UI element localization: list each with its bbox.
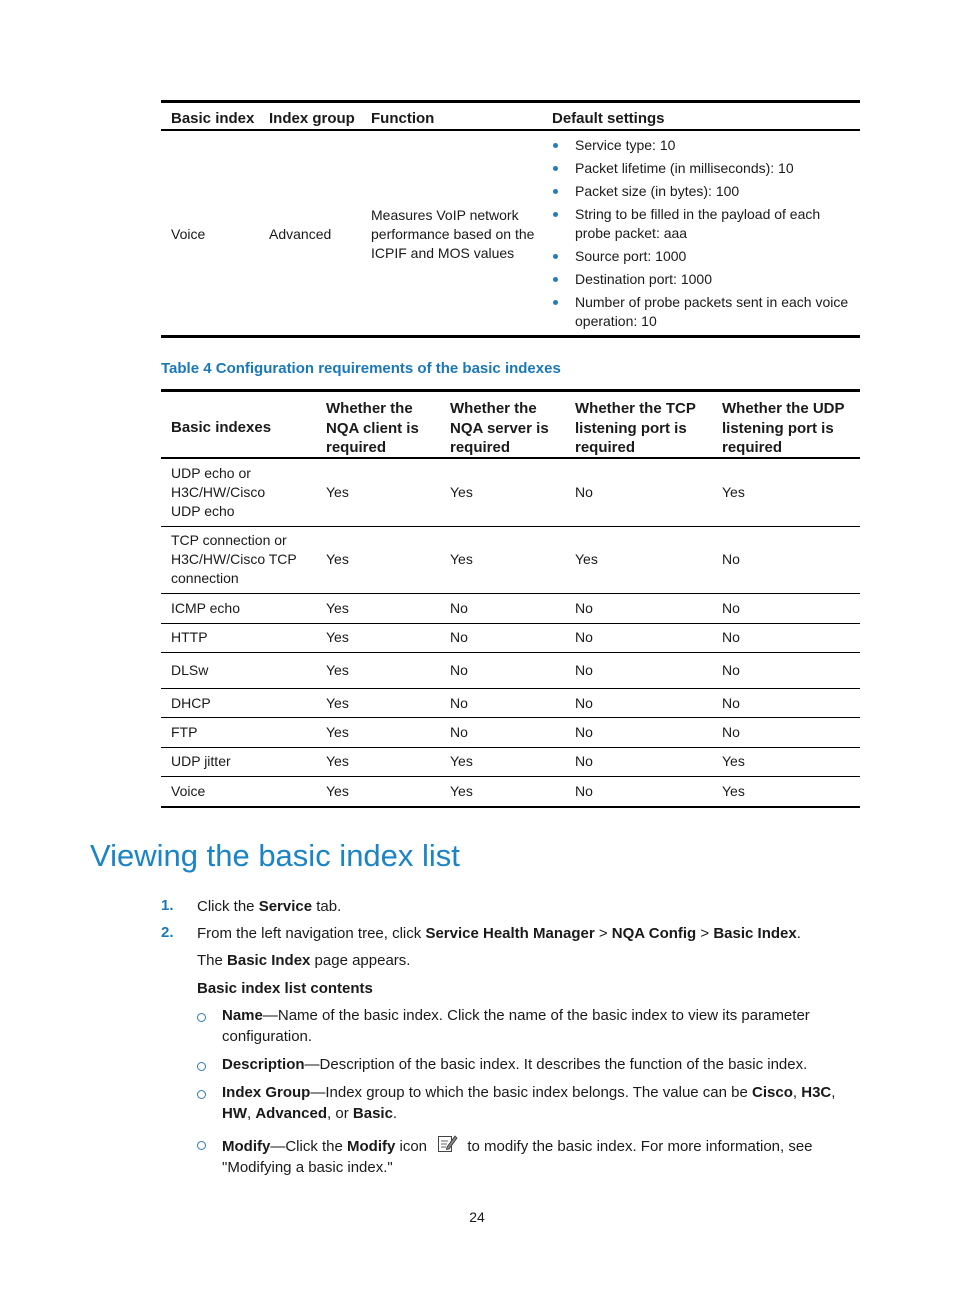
- cell-udp: No: [722, 629, 740, 645]
- cell-server: Yes: [450, 484, 473, 500]
- t2-header-server: Whether the NQA server is required: [450, 400, 549, 456]
- cell-server: No: [450, 662, 468, 678]
- list-item-name: Name—Name of the basic index. Click the name of the basic index to view its parameter configuration.: [222, 1007, 810, 1045]
- function-line: Measures VoIP network: [371, 207, 519, 223]
- cell-server: Yes: [450, 783, 473, 799]
- step-number: 1.: [161, 897, 174, 914]
- row-divider: [161, 717, 860, 718]
- cell-udp: Yes: [722, 753, 745, 769]
- cell-client: Yes: [326, 629, 349, 645]
- bullet-icon: [553, 300, 558, 305]
- cell-client: Yes: [326, 724, 349, 740]
- t2-header-tcp: Whether the TCP listening port is required: [575, 400, 696, 456]
- cell-udp: Yes: [722, 484, 745, 500]
- cell-tcp: Yes: [575, 551, 598, 567]
- row-divider: [161, 623, 860, 624]
- table-row: HTTP: [171, 629, 208, 645]
- function-line: ICPIF and MOS values: [371, 245, 515, 261]
- cell-udp: Yes: [722, 783, 745, 799]
- table2-header-rule: [161, 457, 860, 459]
- table-row: ICMP echo: [171, 600, 240, 616]
- list-item: Service type: 10: [552, 136, 857, 155]
- list-item: String to be filled in the payload of each probe packet: aaa: [552, 205, 857, 243]
- cell-client: Yes: [326, 484, 349, 500]
- cell-tcp: No: [575, 753, 593, 769]
- cell-server: Yes: [450, 551, 473, 567]
- bullet-icon: [553, 189, 558, 194]
- cell-udp: No: [722, 695, 740, 711]
- row-divider: [161, 747, 860, 748]
- table-row: DHCP: [171, 695, 211, 711]
- table-row: UDP echo or H3C/HW/Cisco UDP echo: [171, 465, 266, 519]
- cell-server: Yes: [450, 753, 473, 769]
- table-row: TCP connection or H3C/HW/Cisco TCP connection: [171, 532, 297, 586]
- cell-udp: No: [722, 551, 740, 567]
- circle-bullet-icon: [197, 1062, 206, 1071]
- row-divider: [161, 652, 860, 653]
- cell-client: Yes: [326, 600, 349, 616]
- cell-tcp: No: [575, 629, 593, 645]
- circle-bullet-icon: [197, 1013, 206, 1022]
- list-item-description: Description—Description of the basic index. It describes the function of the basic index.: [222, 1056, 808, 1073]
- t1-header-function: Function: [371, 110, 435, 127]
- cell-udp: No: [722, 662, 740, 678]
- section-heading: Viewing the basic index list: [90, 838, 460, 873]
- t1-cell-function: [371, 206, 546, 263]
- page-number: 24: [469, 1209, 485, 1225]
- t2-header-udp: Whether the UDP listening port is required: [722, 400, 845, 456]
- step-1: Click the Service tab.: [197, 898, 342, 915]
- bullet-icon: [553, 277, 558, 282]
- cell-tcp: No: [575, 662, 593, 678]
- t1-header-index-group: Index group: [269, 110, 355, 127]
- step-2: From the left navigation tree, click Service Health Manager > NQA Config > Basic Index.: [197, 925, 801, 942]
- row-divider: [161, 688, 860, 689]
- t2-header-basic-indexes: Basic indexes: [171, 419, 272, 436]
- table-row: DLSw: [171, 662, 209, 678]
- step-number: 2.: [161, 924, 174, 941]
- row-divider: [161, 526, 860, 527]
- t1-cell-index-group: Advanced: [269, 226, 332, 242]
- list-item: Packet size (in bytes): 100: [552, 182, 857, 201]
- cell-client: Yes: [326, 695, 349, 711]
- list-item: Packet lifetime (in milliseconds): 10: [552, 159, 857, 178]
- row-divider: [161, 593, 860, 594]
- list-item: Number of probe packets sent in each voice operation: 10: [552, 293, 857, 331]
- function-line: performance based on the: [371, 226, 535, 242]
- cell-tcp: No: [575, 484, 593, 500]
- row-divider: [161, 776, 860, 777]
- table-caption: Table 4 Configuration requirements of the basic indexes: [161, 360, 561, 377]
- cell-server: No: [450, 600, 468, 616]
- list-item-modify: Modify—Click the Modify icon to modify the basic index. For more information, see "Modifying a basic index.": [222, 1133, 854, 1178]
- bullet-icon: [553, 254, 558, 259]
- cell-server: No: [450, 629, 468, 645]
- cell-client: Yes: [326, 783, 349, 799]
- bullet-icon: [553, 212, 558, 217]
- modify-icon: [437, 1133, 459, 1153]
- t1-cell-basic-index: Voice: [171, 226, 206, 242]
- list-item: Source port: 1000: [552, 247, 857, 266]
- bullet-icon: [553, 143, 558, 148]
- step-2-note: The Basic Index page appears.: [197, 952, 411, 969]
- cell-server: No: [450, 695, 468, 711]
- table1-bottom-rule: [161, 335, 860, 338]
- cell-tcp: No: [575, 724, 593, 740]
- cell-server: No: [450, 724, 468, 740]
- cell-client: Yes: [326, 662, 349, 678]
- table-row: Voice: [171, 783, 206, 799]
- t1-header-default-settings: Default settings: [552, 110, 665, 127]
- table-row: UDP jitter: [171, 753, 231, 769]
- t1-default-settings-list: [552, 136, 857, 335]
- cell-client: Yes: [326, 753, 349, 769]
- list-title: Basic index list contents: [197, 980, 373, 997]
- table2-bottom-rule: [161, 806, 860, 808]
- cell-udp: No: [722, 724, 740, 740]
- t2-header-client: Whether the NQA client is required: [326, 400, 419, 456]
- circle-bullet-icon: [197, 1141, 206, 1150]
- cell-tcp: No: [575, 600, 593, 616]
- circle-bullet-icon: [197, 1090, 206, 1099]
- table2-top-rule: [161, 389, 860, 392]
- cell-tcp: No: [575, 695, 593, 711]
- cell-client: Yes: [326, 551, 349, 567]
- cell-tcp: No: [575, 783, 593, 799]
- table1-top-rule: [161, 100, 860, 103]
- table1-header-rule: [161, 129, 860, 131]
- bullet-icon: [553, 166, 558, 171]
- list-item-index-group: Index Group—Index group to which the basic index belongs. The value can be Cisco, H3C, HW, Advanced, or Basic.: [222, 1084, 836, 1122]
- table-row: FTP: [171, 724, 198, 740]
- list-item: Destination port: 1000: [552, 270, 857, 289]
- cell-udp: No: [722, 600, 740, 616]
- t1-header-basic-index: Basic index: [171, 110, 255, 127]
